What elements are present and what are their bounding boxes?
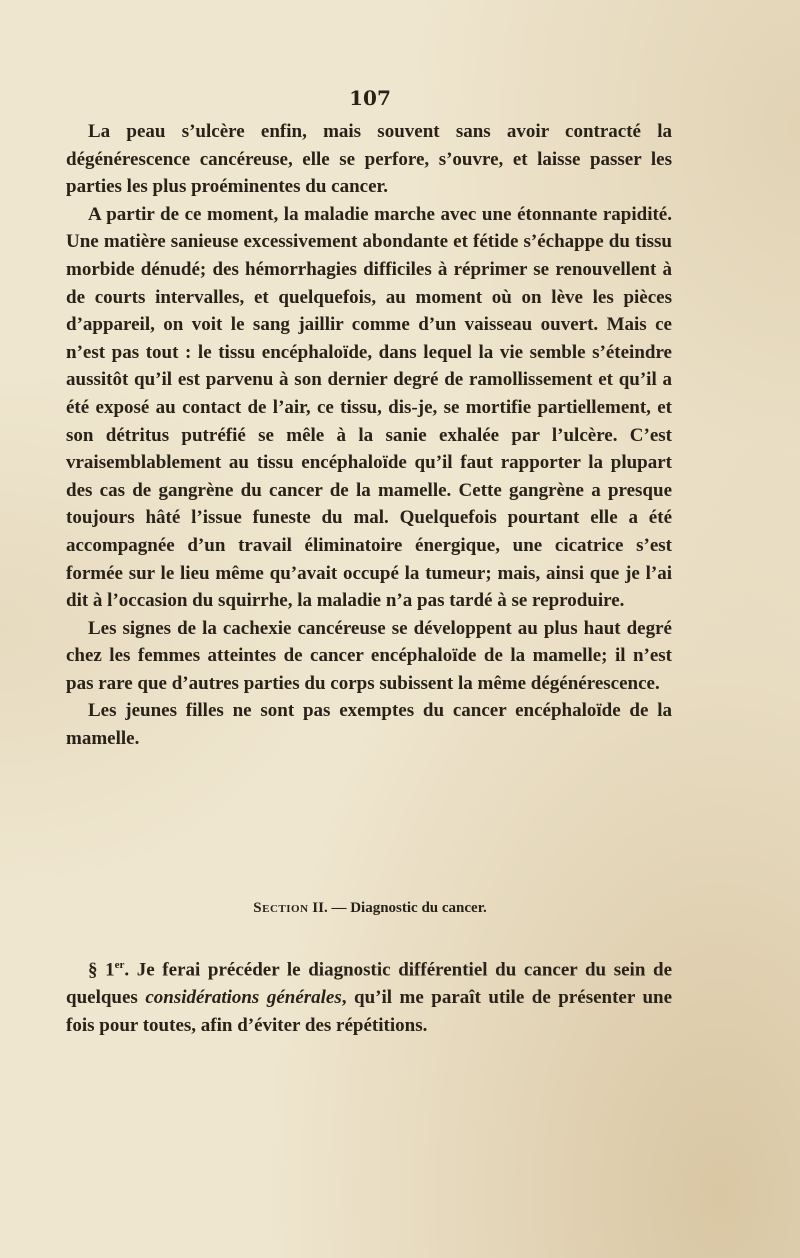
paragraph-1: La peau s’ulcère enfin, mais souvent sans avoir contracté la dégénérescence cancéreuse, elle se perfore, s’ouvre, et laisse passer les parties les plus proéminentes du cancer. (66, 121, 672, 198)
paragraph-4: Les jeunes filles ne sont pas exemptes du cancer encéphaloïde de la mamelle. (66, 700, 672, 750)
page-number: 107 (349, 86, 391, 110)
paragraph-5-italic: considérations générales (145, 986, 342, 1008)
section-label: Section (253, 900, 309, 916)
paragraph-2: A partir de ce moment, la maladie marche avec une étonnante rapidité. Une matière sanieuse excessivement abondante et fétide s’échappe du tissu morbide dénudé; des hémorrhagies difficiles à réprimer se renouvellent à de courts intervalles, et quelquefois, au moment où on lève les pièces d’appareil, on voit le sang jaillir comme d’un vaisseau ouvert. Mais ce n’est pas tout : le tissu encéphaloïde, dans lequel la vie semble s’éteindre aussitôt qu’il est parvenu à son dernier degré de ramollissement et qu’il a été exposé au contact de l’air, ce tissu, dis-je, se mortifie partiellement, et son détritus putréfié se mêle à la sanie exhalée par l’ulcère. C’est vraisemblablement au tissu encéphaloïde qu’il faut rapporter la plupart des cas de gangrène du cancer de la mamelle. Cette gangrène a presque toujours hâté l’issue funeste du mal. Quelquefois pourtant elle a été accompagnée d’un travail éliminatoire énergique, une cicatrice s’est formée sur le lieu même qu’avait occupé la tumeur; mais, ainsi que je l’ai dit à l’occasion du squirrhe, la maladie n’a pas tardé à se reproduire. (66, 203, 672, 612)
final-paragraph (66, 952, 672, 1039)
paragraph-5-end: , qu’il me paraît utile de présenter une fois pour toutes, afin d’éviter des répétitions. (66, 986, 673, 1036)
section-heading (0, 900, 740, 917)
paragraph-mark-sup: er (114, 959, 125, 971)
body-text (66, 118, 672, 753)
paragraph-5-start: . Je ferai précéder le diagnostic différentiel du cancer du sein de quelques (66, 959, 673, 1008)
paragraph-3: Les signes de la cachexie cancéreuse se développent au plus haut degré chez les femmes atteintes de cancer encéphaloïde de la mamelle; il n’est pas rare que d’autres parties du corps subissent la même dégénérescence. (66, 617, 672, 694)
section-title: Diagnostic du cancer. (350, 900, 487, 916)
section-dash: — (331, 900, 347, 916)
paragraph-5 (66, 952, 672, 1039)
paragraph-mark: § 1 (88, 959, 115, 981)
section-number: II. (312, 900, 328, 916)
